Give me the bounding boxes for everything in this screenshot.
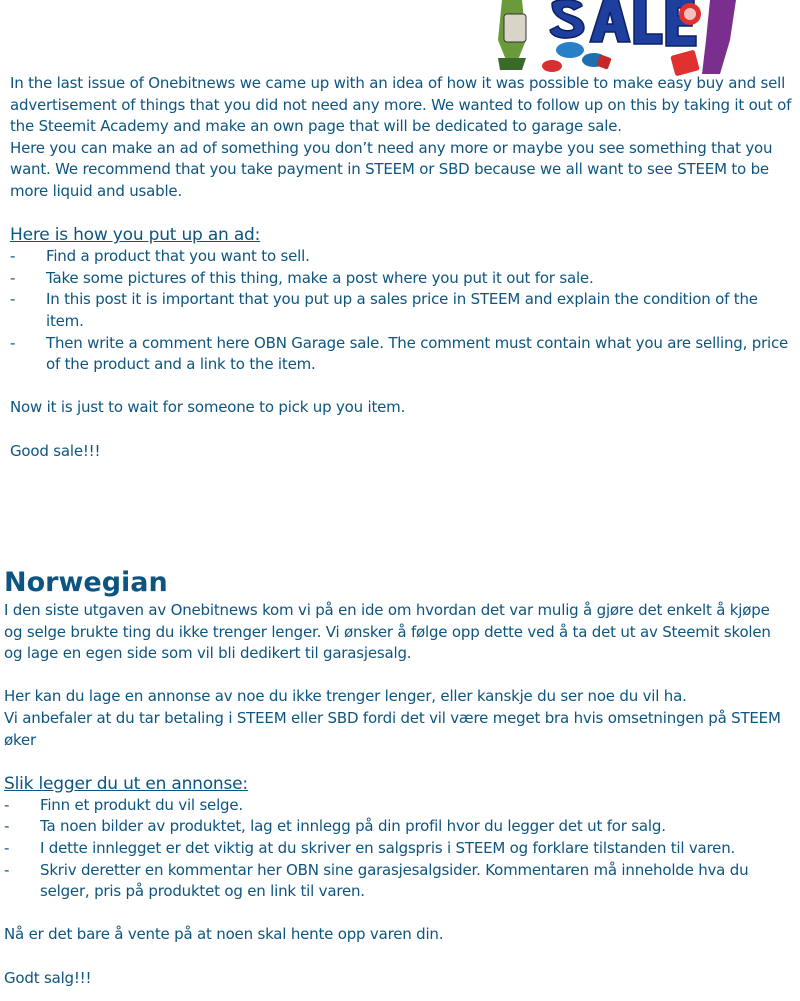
- english-wait-text: Now it is just to wait for someone to pick up you item.: [10, 398, 406, 417]
- dash-marker: -: [10, 333, 16, 352]
- list-item: - Finn et produkt du vil selge.: [4, 795, 784, 817]
- norwegian-intro-paragraph-1: I den siste utgaven av Onebitnews kom vi på en ide om hvordan det var mulig å gjøre det enkelt å kjøpe og selge brukte ting du ikke trenger lenger. Vi ønsker å følge opp dette ved å ta det ut av Steemit skolen og lage en egen side som vil bli dedikert til garasjesalg.: [4, 601, 771, 663]
- norwegian-intro-paragraph-2: Her kan du lage en annonse av noe du ikke trenger lenger, eller kanskje du ser noe du vil ha.: [4, 687, 687, 706]
- list-item: - Find a product that you want to sell.: [10, 246, 800, 268]
- list-item: - Skriv deretter en kommentar her OBN sine garasjesalgsider. Kommentaren må inneholde hva du selger, pris på produktet og en link til varen.: [4, 860, 749, 901]
- dash-marker: -: [10, 290, 16, 309]
- list-item: - Then write a comment here OBN Garage sale. The comment must contain what you are selling, price of the product and a link to the item.: [10, 333, 789, 374]
- dash-marker: -: [10, 268, 16, 287]
- list-item: - I dette innlegget er det viktig at du skriver en salgspris i STEEM og forklare tilstanden til varen.: [4, 838, 784, 860]
- norwegian-closing-text: Godt salg!!!: [4, 968, 92, 987]
- english-intro-paragraph-2: Here you can make an ad of something you don’t need any more or maybe you see something that you want. We recommend that you take payment in STEEM or SBD because we all want to see STEEM to be more liquid and usable.: [10, 138, 773, 200]
- list-item: - Ta noen bilder av produktet, lag et innlegg på din profil hvor du legger det ut for salg.: [4, 816, 784, 838]
- norwegian-section: [4, 600, 784, 989]
- norwegian-steps-list: [4, 795, 784, 903]
- english-howto-heading: Here is how you put up an ad:: [10, 225, 261, 246]
- english-intro-paragraph-1: In the last issue of Onebitnews we came up with an idea of how it was possible to make easy buy and sell advertisement of things that you did not need any more. We wanted to follow up on this by taking it out of the Steemit Academy and make an own page that will be dedicated to garage sale.: [10, 74, 792, 136]
- list-item: - In this post it is important that you put up a sales price in STEEM and explain the condition of the item.: [10, 290, 758, 330]
- dash-marker: -: [4, 795, 10, 814]
- list-item: - Take some pictures of this thing, make a post where you put it out for sale.: [10, 268, 800, 290]
- dash-marker: -: [4, 838, 10, 857]
- english-section: [10, 73, 800, 462]
- dash-marker: -: [4, 860, 10, 879]
- sale-banner-icon: [492, 0, 742, 78]
- norwegian-intro-paragraph-3: Vi anbefaler at du tar betaling i STEEM eller SBD fordi det vil være meget bra hvis omsetningen på STEEM øker: [4, 708, 781, 749]
- dash-marker: -: [10, 247, 16, 266]
- norwegian-howto-heading: Slik legger du ut en annonse:: [4, 773, 248, 794]
- english-steps-list: [10, 246, 800, 376]
- norwegian-title: Norwegian: [4, 567, 168, 598]
- dash-marker: -: [4, 817, 10, 836]
- english-closing-text: Good sale!!!: [10, 441, 101, 460]
- norwegian-wait-text: Nå er det bare å vente på at noen skal hente opp varen din.: [4, 925, 444, 944]
